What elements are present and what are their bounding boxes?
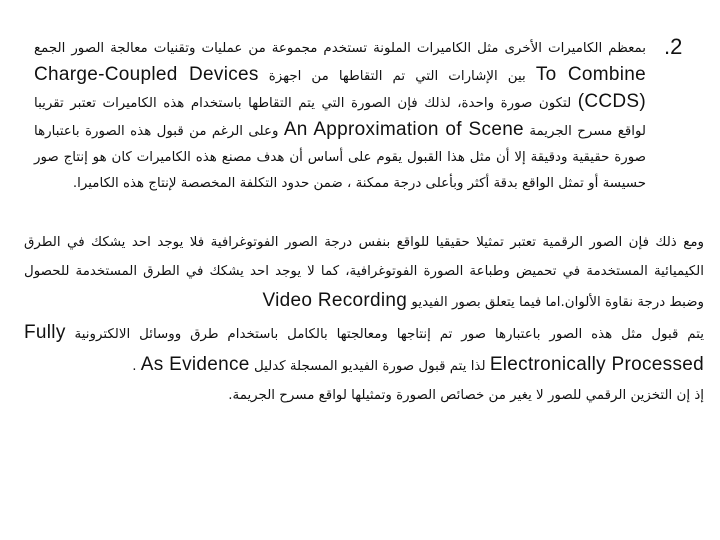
p1-term-ccd: Charge-Coupled Devices	[34, 63, 259, 85]
paragraph-2	[24, 228, 704, 317]
p3-term-electronically-processed: Electronically Processed	[489, 354, 704, 375]
p1-term-to-combine: To Combine	[535, 63, 647, 85]
p3-text-2: لذا يتم قبول صورة الفيديو المسجلة كدليل	[253, 359, 486, 374]
p3-term-as-evidence: As Evidence	[140, 354, 250, 375]
item-number: .2	[664, 34, 683, 59]
paragraph-4	[24, 381, 704, 411]
p2-term-video-recording: Video Recording	[262, 290, 408, 311]
p1-text-1: بمعظم الكاميرات الأخرى مثل الكاميرات الملونة تستخدم مجموعة من عمليات وتقنيات معالجة الصور الجمع	[34, 41, 646, 56]
p3-text-1: يتم قبول مثل هذه الصور باعتبارها صور تم إنتاجها ومعالجتها بالكامل باستخدام طرق ووسائل الالكترونية	[74, 327, 704, 342]
p1-term-approximation: An Approximation of Scene	[283, 119, 524, 141]
paragraph-1	[34, 36, 646, 196]
p1-text-4: لواقع مسرح الجريمة	[529, 124, 646, 140]
p2-text-1: ومع ذلك فإن الصور الرقمية تعتبر تمثيلا حقيقيا للواقع بنفس درجة الصور الفوتوغرافية فلا يوجد احد يشكك في الطرق الكيميائية المستخدمة في تحميض وطباعة الصورة الفوتوغرافية، كما لا يوجد احد يشكك في الطرق المستخدمة للحصول وضبط درجة نقاوة الألوان.اما فيما يتعلق بصور الفيديو	[24, 235, 704, 310]
p1-text-3: لتكون صورة واحدة، لذلك فإن الصورة التي يتم التقاطها باستخدام هذه الكاميرات تعتبر تقريبا	[34, 96, 572, 112]
paragraph-3	[24, 318, 704, 382]
p1-text-2: بين الإشارات التي تم التقاطها من اجهزة	[268, 68, 526, 84]
p1-text-5: وعلى الرغم من قبول هذه الصورة باعتبارها صورة حقيقية ودقيقة إلا أن مثل هذا القبول يقوم على أساس أن هدف مصنع هذه الكاميرات كان هو إنتاج صور حسيسة أو تمثل الواقع بدقة أكثر وبأعلى درجة ممكنة ، ضمن حدود التكلفة المخصصة لإنتاج هذه الكاميرا.	[34, 124, 646, 191]
p4-text-1: إذ إن التخزين الرقمي للصور لا يغير من خصائص الصورة وتمثيلها لواقع مسرح الجريمة.	[228, 388, 704, 403]
p3-term-fully: Fully	[24, 322, 66, 343]
p1-term-ccds: (CCDS)	[577, 91, 646, 113]
p3-text-3: .	[132, 359, 137, 374]
